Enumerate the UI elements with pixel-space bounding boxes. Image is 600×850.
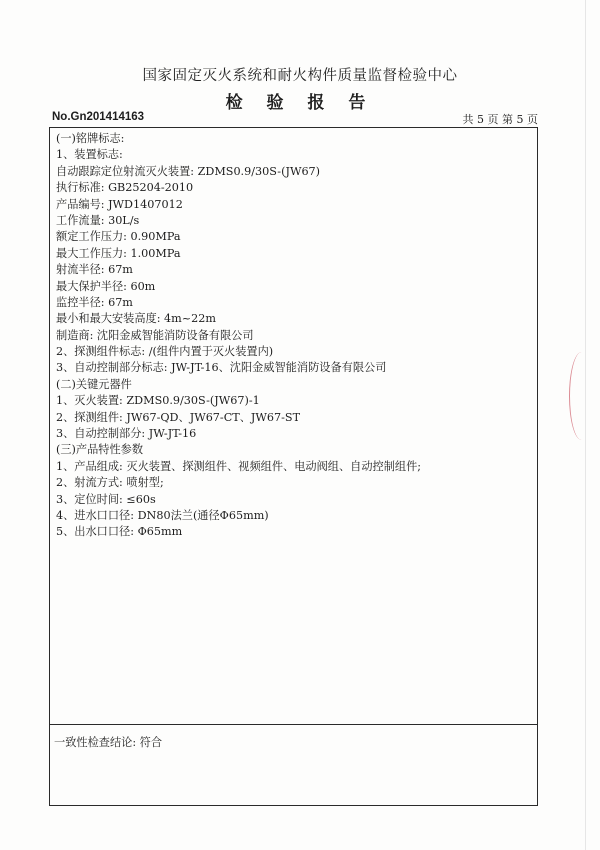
report-frame [49,127,538,806]
control-mark-line: 3、自动控制部分标志: JW-JT-16、沈阳金威智能消防设备有限公司 [56,361,387,375]
standard-line: 执行标准: GB25204-2010 [56,181,194,195]
characteristics-heading: (三)产品特性参数 [56,443,144,457]
control-component-line: 3、自动控制部分: JW-JT-16 [56,427,197,441]
conclusion-text: 一致性检查结论: 符合 [54,736,163,749]
detector-mark-line: 2、探测组件标志: /(组件内置于灭火装置内) [56,345,274,359]
positioning-time-line: 3、定位时间: ≤60s [56,492,156,506]
device-model-line: 自动跟踪定位射流灭火装置: ZDMS0.9/30S-(JW67) [56,164,321,178]
extinguisher-component-line: 1、灭火装置: ZDMS0.9/30S-(JW67)-1 [56,394,260,408]
organization-title: 国家固定灭火系统和耐火构件质量监督检验中心 [142,68,458,84]
page-info: 共 5 页 第 5 页 [462,113,538,126]
report-number: No.Gn201414163 [52,111,145,123]
product-number-line: 产品编号: JWD1407012 [56,197,183,211]
conclusion-section [50,724,537,806]
jet-mode-line: 2、射流方式: 喷射型; [56,476,164,490]
max-pressure-line: 最大工作压力: 1.00MPa [56,246,181,260]
device-mark-heading: 1、装置标志: [56,148,123,162]
seal-stamp-mark [569,352,594,440]
detector-component-line: 2、探测组件: JW67-QD、JW67-CT、JW67-ST [56,410,301,424]
manufacturer-line: 制造商: 沈阳金威智能消防设备有限公司 [56,328,254,342]
flow-rate-line: 工作流量: 30L/s [56,213,140,227]
monitor-radius-line: 监控半径: 67m [56,295,133,309]
jet-radius-line: 射流半径: 67m [56,263,133,277]
outlet-diameter-line: 5、出水口口径: Φ65mm [56,525,183,539]
key-components-heading: (二)关键元器件 [56,377,132,391]
report-title: 检 验 报 告 [225,93,375,113]
report-content [56,131,531,541]
rated-pressure-line: 额定工作压力: 0.90MPa [56,230,181,244]
nameplate-heading: (一)铭牌标志: [56,132,125,145]
install-height-line: 最小和最大安装高度: 4m~22m [56,312,216,326]
composition-line: 1、产品组成: 灭火装置、探测组件、视频组件、电动阀组、自动控制组件; [56,459,422,473]
inlet-diameter-line: 4、进水口口径: DN80法兰(通径Φ65mm) [56,508,269,522]
max-protection-radius-line: 最大保护半径: 60m [56,279,156,293]
page-edge [585,0,586,850]
